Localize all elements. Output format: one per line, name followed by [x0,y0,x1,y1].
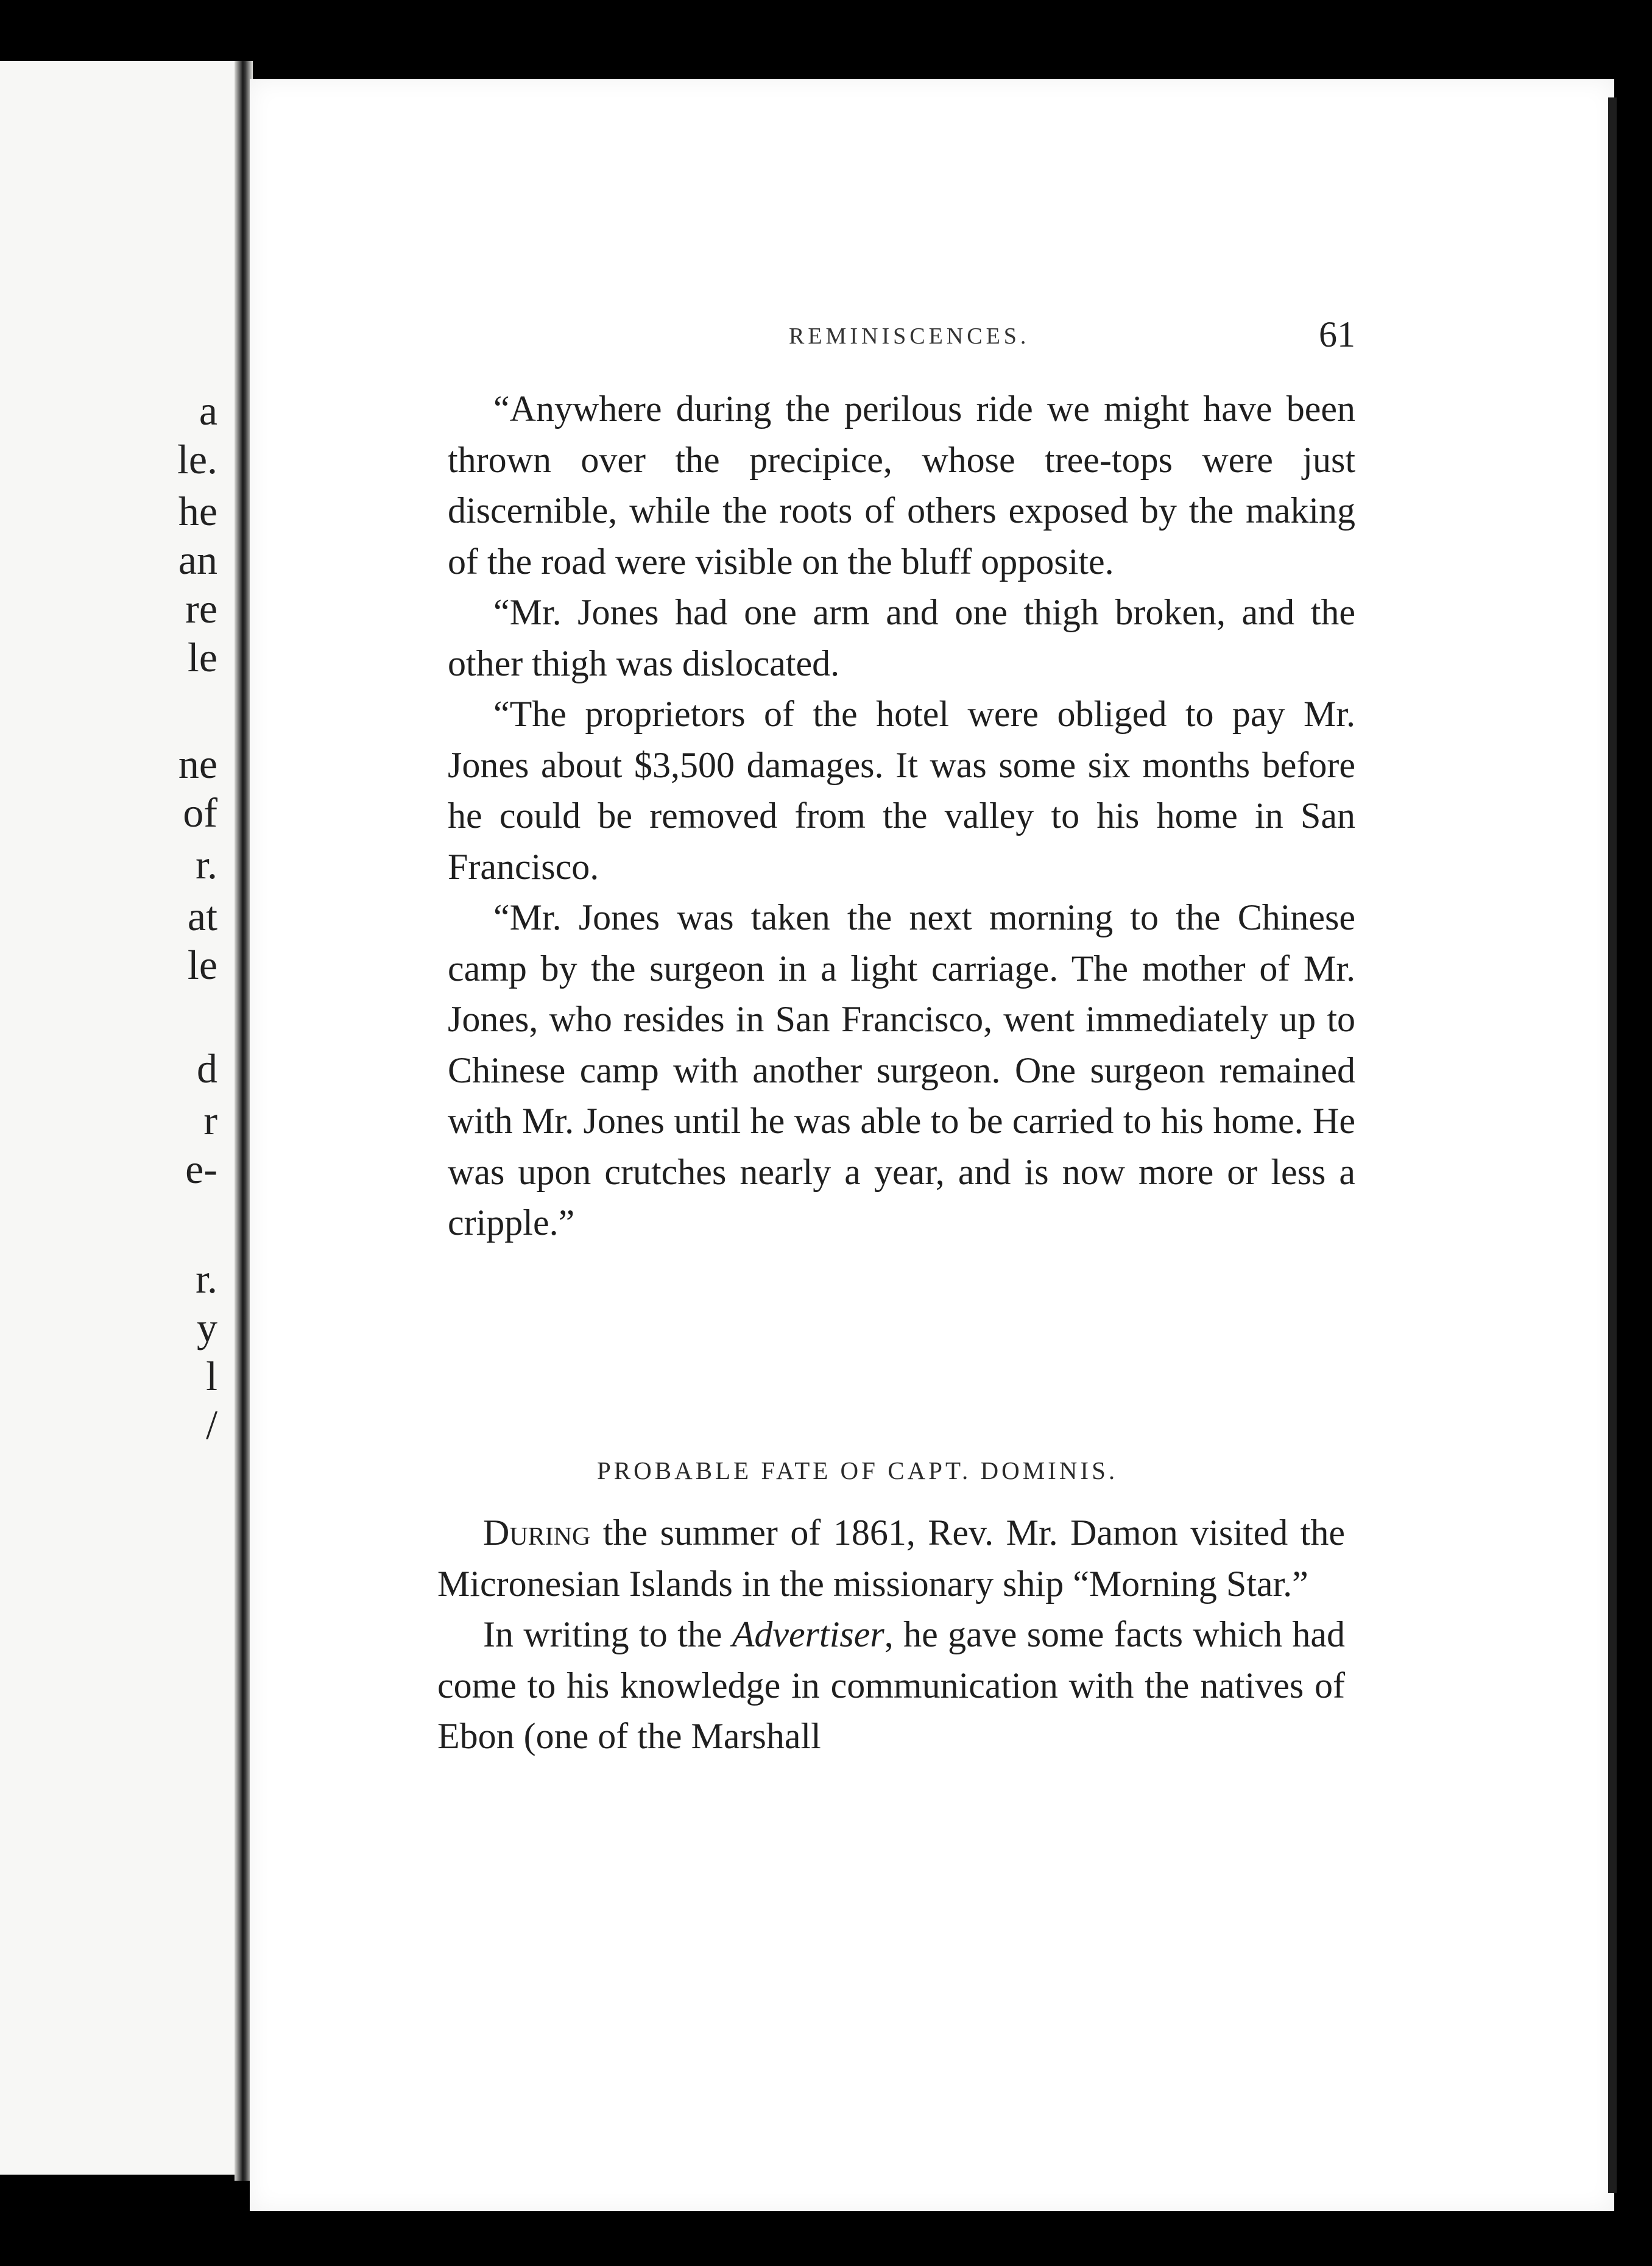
drop-lead-word: During [483,1512,591,1553]
previous-page-fragment: at [187,893,217,939]
previous-page-fragment: / [206,1402,217,1448]
paragraph-text: , he gave some facts which had come to his knowledge in communication with the natives of Ebon (one of the Marshall [437,1614,1345,1756]
body-text-block [448,384,1355,1249]
previous-page-fragment: d [197,1045,217,1092]
paragraph: “The proprietors of the hotel were obliged to pay Mr. Jones about $3,500 damages. It was some six months before he could be removed from the valley to his home in San Francisco. [448,694,1355,887]
paragraph: “Mr. Jones had one arm and one thigh broken, and the other thigh was dislocated. [448,592,1355,683]
previous-page-fragment: e- [185,1146,217,1192]
page-edge [1608,97,1617,2193]
previous-page-fragment: r. [196,841,217,888]
newspaper-title: Advertiser [732,1614,884,1654]
page-number: 61 [1319,314,1355,355]
previous-page-fragment: r. [196,1255,217,1302]
paragraph [437,1609,1345,1762]
previous-page-fragment: re [185,585,217,632]
section-heading: PROBABLE FATE OF CAPT. DOMINIS. [597,1456,1118,1484]
running-head: REMINISCENCES. [789,323,1030,349]
previous-page-fragment: he [178,488,217,534]
previous-page-strip [0,61,235,2175]
previous-page-fragment: l [206,1353,217,1399]
paragraph-text: In writing to the [483,1614,732,1654]
previous-page-fragment: ne [178,741,217,787]
paragraph: “Anywhere during the perilous ride we might have been thrown over the precipice, whose tree-tops were just discernible, while the roots of others exposed by the making of the road were visible on the bluff opposite. [448,389,1355,582]
previous-page-fragment: le [187,634,217,680]
previous-page-fragment: of [183,789,217,836]
previous-page-fragment: a [199,387,217,434]
paragraph [437,1508,1345,1609]
previous-page-fragment: le [187,942,217,988]
section-text-block [437,1508,1345,1762]
paragraph-text: the summer of 1861, Rev. Mr. Damon visited the Micronesian Islands in the missionary ship “Morning Star.” [437,1512,1345,1604]
previous-page-fragment: le. [177,436,217,482]
paragraph: “Mr. Jones was taken the next morning to the Chinese camp by the surgeon in a light carriage. The mother of Mr. Jones, who resides in San Francisco, went immediately up to Chinese camp with another surgeon. One surgeon remained with Mr. Jones until he was able to be carried to his home. He was upon crutches nearly a year, and is now more or less a cripple.” [448,897,1355,1243]
previous-page-fragment: y [197,1304,217,1350]
previous-page-fragment: r [203,1097,217,1143]
previous-page-fragment: an [178,537,217,583]
